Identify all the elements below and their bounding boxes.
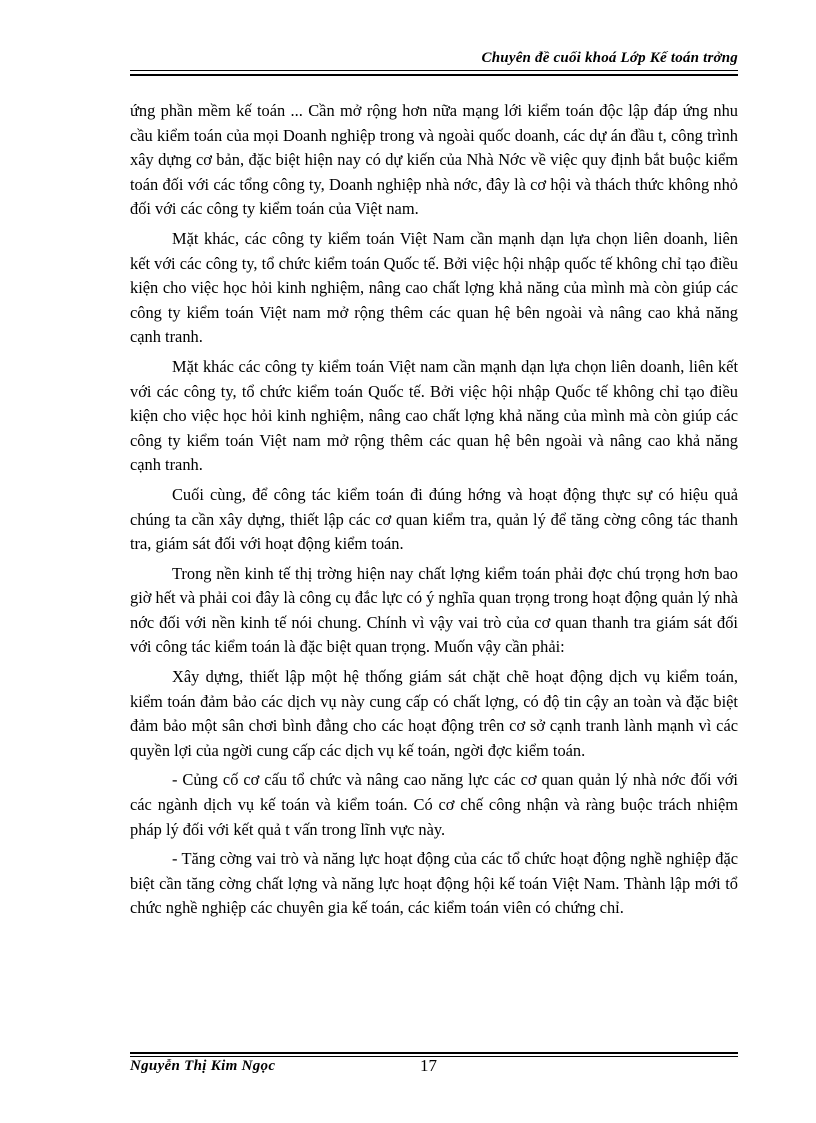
page-number: 17 — [420, 1056, 437, 1075]
paragraph: Mặt khác, các công ty kiểm toán Việt Nam cần mạnh dạn lựa chọn liên doanh, liên kết với các công ty, tổ chức kiểm toán Quốc tế. Bởi việc hội nhập quốc tế không chỉ tạo điều kiện cho việc học hỏi kinh nghiệm, nâng cao chất lợng khả năng của mình mà còn giúp các công ty kiểm toán Việt nam mở rộng thêm các quan hệ bên ngoài và nâng cao khả năng cạnh tranh. — [130, 228, 738, 347]
paragraph: Mặt khác các công ty kiểm toán Việt nam cần mạnh dạn lựa chọn liên doanh, liên kết với các công ty, tổ chức kiểm toán Quốc tế. Bởi việc hội nhập Quốc tế không chỉ tạo điều kiện cho việc học hỏi kinh nghiệm, nâng cao chất lợng khả năng của mình mà còn giúp các công ty kiểm toán Việt nam mở rộng thêm các quan hệ bên ngoài và nâng cao khả năng cạnh tranh. — [130, 356, 738, 475]
header-rule-top — [130, 70, 738, 71]
paragraph: Trong nền kinh tế thị trờng hiện nay chất lợng kiểm toán phải đợc chú trọng hơn bao giờ hết và phải coi đây là công cụ đắc lực có ý nghĩa quan trọng trong hoạt động quản lý nhà nớc đối với nền kinh tế nói chung. Chính vì vậy vai trò của cơ quan thanh tra giám sát đối với công tác kiểm toán là đặc biệt quan trọng. Muốn vậy cần phải: — [130, 563, 738, 657]
paragraph: ứng phần mềm kế toán ... Cần mở rộng hơn nữa mạng lới kiểm toán độc lập đáp ứng nhu cầu kiểm toán của mọi Doanh nghiệp trong và ngoài quốc doanh, các dự án đầu t, công trình xây dựng cơ bản, đặc biệt hiện nay có dự kiến của Nhà Nớc về việc quy định bắt buộc kiểm toán đối với các tổng công ty, Doanh nghiệp nhà nớc, đây là cơ hội và thách thức không nhỏ đối với các công ty kiểm toán của Việt nam. — [130, 101, 738, 219]
paragraph: Xây dựng, thiết lập một hệ thống giám sát chặt chẽ hoạt động dịch vụ kiểm toán, kiểm toán đảm bảo các dịch vụ này cung cấp có chất lợng, có độ tin cậy an toàn và đặc biệt đảm bảo một sân chơi bình đẳng cho các hoạt động trên cơ sở cạnh tranh lành mạnh vì các quyền lợi của ngời cung cấp các dịch vụ kế toán, ngời đợc kiểm toán. — [130, 667, 738, 760]
footer-rule-top — [130, 1052, 738, 1054]
header-rule-bottom — [130, 74, 738, 76]
paragraph: Cuối cùng, để công tác kiểm toán đi đúng hớng và hoạt động thực sự có hiệu quả chúng ta cần xây dựng, thiết lập các cơ quan kiểm tra, quản lý để tăng cờng công tác thanh tra, giám sát đối với hoạt động kiểm toán. — [130, 484, 738, 554]
document-body — [130, 99, 738, 926]
footer-author: Nguyễn Thị Kim Ngọc — [130, 1058, 276, 1074]
header-title: Chuyên đề cuối khoá Lớp Kế toán trởng — [481, 50, 738, 66]
paragraph: - Tăng cờng vai trò và năng lực hoạt động của các tổ chức hoạt động nghề nghiệp đặc biệt cần tăng cờng chất lợng và năng lực hoạt động hội kế toán Việt Nam. Thành lập mới tổ chức nghề nghiệp các chuyên gia kế toán, các kiểm toán viên có chứng chỉ. — [130, 849, 738, 918]
paragraph: - Củng cố cơ cấu tổ chức và nâng cao năng lực các cơ quan quản lý nhà nớc đối với các ngành dịch vụ kế toán và kiểm toán. Có cơ chế công nhận và ràng buộc trách nhiệm pháp lý đối với kết quả t vấn trong lĩnh vực này. — [130, 770, 738, 839]
